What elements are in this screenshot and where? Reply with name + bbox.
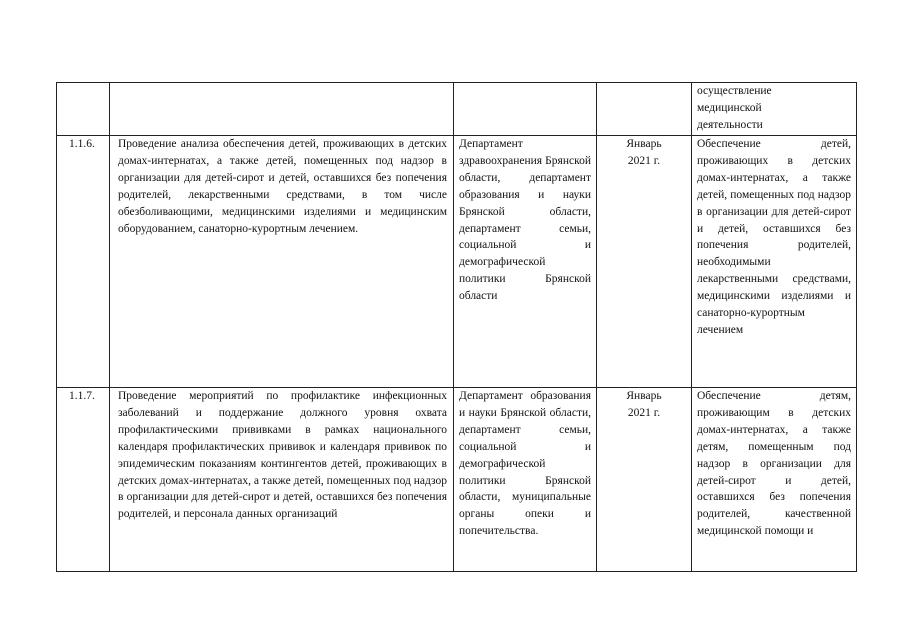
measures-table [56,82,857,572]
executor-text: Департамент образования и науки Брянской области, департамент семьи, социальной и демографической политики Брянской области, муниципальные органы опеки и попечительства. [459,390,591,538]
executor-cell [454,136,597,388]
row-number: 1.1.7. [69,390,95,402]
deadline-text: Январь 2021 г. [626,390,662,419]
result-text: Обеспечение детей, проживающих в детских домах-интернатах, а также детей, помещенных под надзор в организации для детей-сирот и детей, оставшихся без попечения родителей, необходимыми лекарственными средствами, медицинскими изделиями и санаторно-курортным лечением [697,138,851,336]
deadline-cell [597,83,692,136]
row-number: 1.1.6. [69,138,95,150]
result-cell [692,83,857,136]
result-cell [692,136,857,388]
measure-text: Проведение мероприятий по профилактике инфекционных заболеваний и поддержание должного уровня охвата профилактическими прививками в рамках национального календаря профилактических прививок и календаря прививок по эпидемическим показаниям контингентов детей, проживающих в детских домах-интернатах, а также детей, помещенных под надзор в организации для детей-сирот и детей, оставшихся без попечения родителей, и персонала данных организаций [118,390,447,521]
deadline-cell [597,388,692,572]
result-cell [692,388,857,572]
table-row [57,388,857,572]
result-text: осуществление медицинской деятельности [697,85,772,131]
executor-cell [454,83,597,136]
executor-cell [454,388,597,572]
measure-cell [110,136,454,388]
deadline-text: Январь 2021 г. [626,138,662,167]
table-row [57,136,857,388]
table-row [57,83,857,136]
measure-cell [110,83,454,136]
row-number-cell [57,388,110,572]
measure-cell [110,388,454,572]
measure-text: Проведение анализа обеспечения детей, проживающих в детских домах-интернатах, а также детей, помещенных под надзор в организации для детей-сирот и детей, оставшихся без попечения родителей, лекарственными средствами, в том числе обезболивающими, медицинскими изделиями и медицинским оборудованием, санаторно-курортным лечением. [118,138,447,235]
row-number-cell [57,83,110,136]
result-text: Обеспечение детям, проживающим в детских домах-интернатах, а также детям, помещенным под надзор в организации для детей-сирот и детей, оставшихся без попечения родителей, качественной медицинской помощи и [697,390,851,538]
executor-text: Департамент здравоохранения Брянской области, департамент образования и науки Брянской области, департамент семьи, социальной и демографической политики Брянской области [459,138,591,303]
deadline-cell [597,136,692,388]
row-number-cell [57,136,110,388]
